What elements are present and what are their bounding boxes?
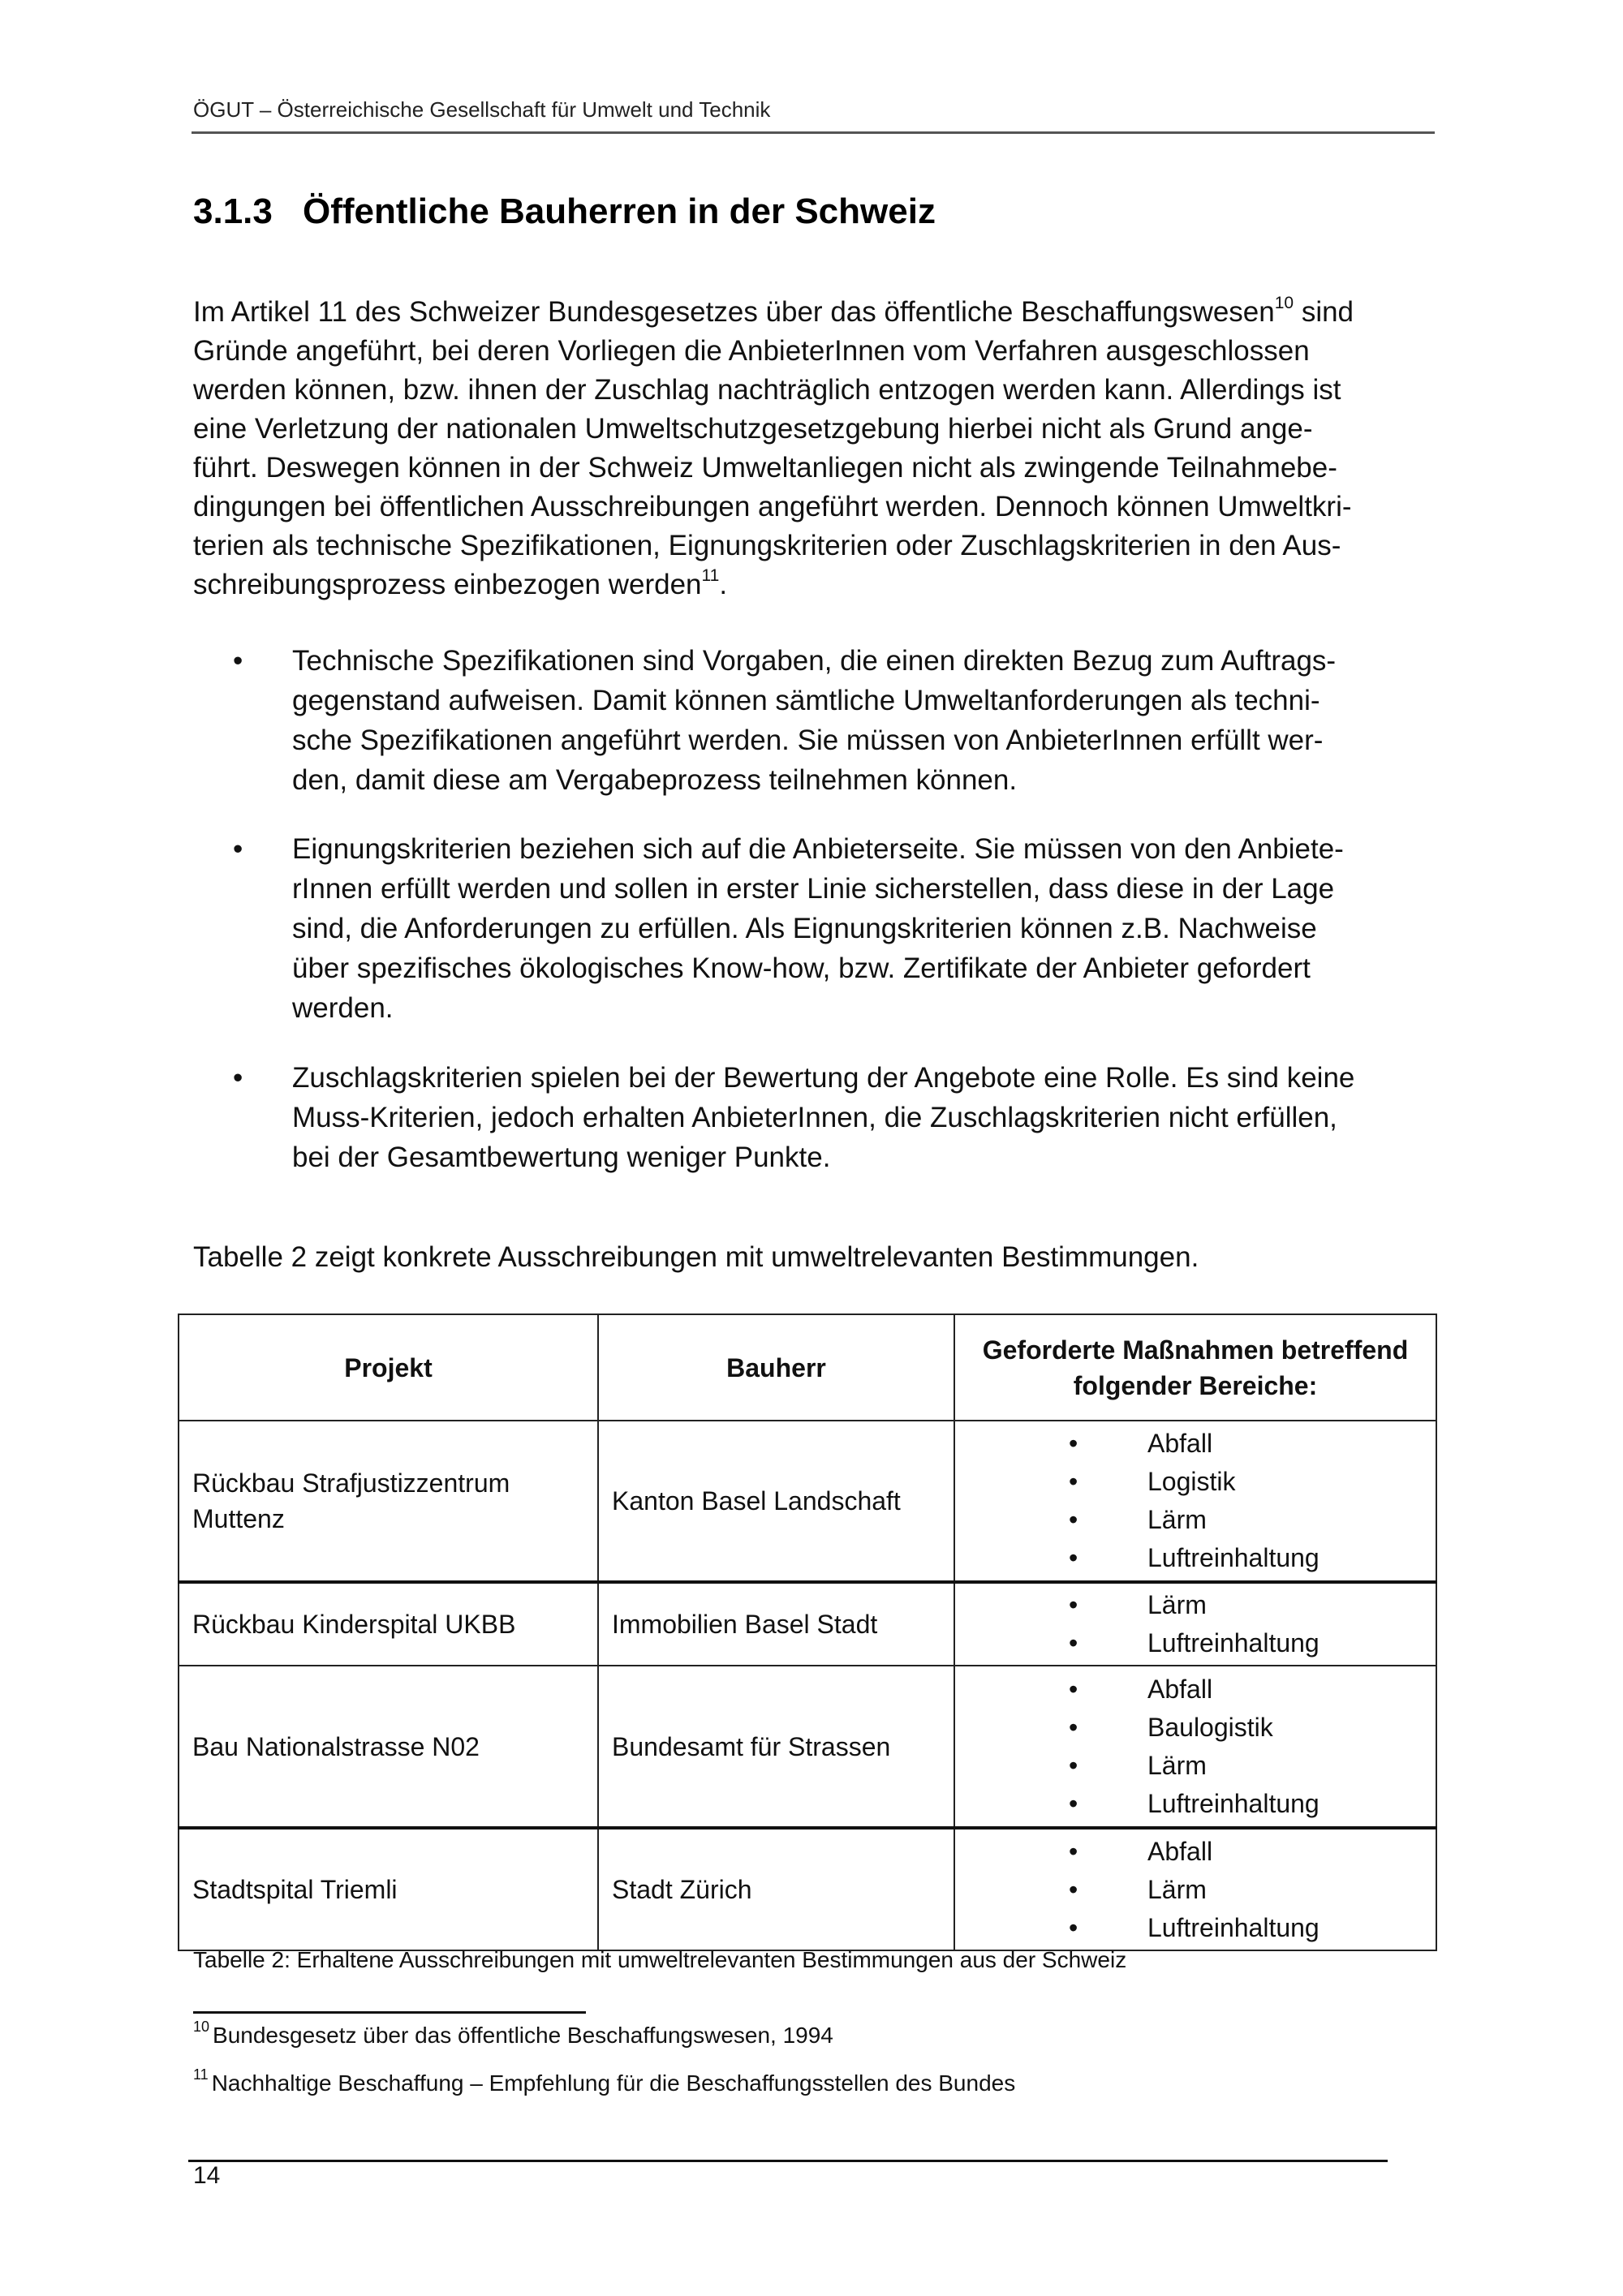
bullet-icon: • xyxy=(233,645,243,677)
footnote-number: 11 xyxy=(193,2066,209,2083)
paragraph-line: schreibungsprozess einbezogen werden$^{11}$. xyxy=(193,566,728,600)
list-item: • Luftreinhaltung xyxy=(955,1539,1436,1577)
paragraph-line: Im Artikel 11 des Schweizer Bundesgesetzes über das öffentliche Beschaffungswesen$^{10}$ sind xyxy=(193,294,1354,328)
cell-bauherr: Bundesamt für Strassen xyxy=(598,1666,954,1828)
bullet-icon: • xyxy=(1069,1874,1078,1904)
cell-massnahmen xyxy=(954,1828,1436,1950)
section-title: Öffentliche Bauherren in der Schweiz xyxy=(303,191,936,231)
bullet-item-zuschlagskriterien: • Zuschlagskriterien spielen bei der Bewertung der Angebote eine Rolle. Es sind keine Muss-Kriterien, jedoch erhalten AnbieterInnen, die Zuschlagskriterien nicht erfüllen, bei der Gesamtbewertung weniger Punkte. xyxy=(233,1058,1450,1177)
list-item: • Lärm xyxy=(955,1501,1436,1539)
list-item: • Lärm xyxy=(955,1586,1436,1624)
list-item: • Abfall xyxy=(955,1425,1436,1463)
bullet-item-eignungskriterien: • Eignungskriterien beziehen sich auf die Anbieterseite. Sie müssen von den Anbiete- rInnen erfüllt werden und sollen in erster Linie sicherstellen, dass diese in der Lage sind, die Anforderungen zu erfüllen. Als Eignungskriterien können z.B. Nachweise über spezifisches ökologisches Know-how, bzw. Zertifikate der Anbieter gefordert werden. xyxy=(233,829,1450,1028)
cell-massnahmen xyxy=(954,1582,1436,1666)
cell-projekt: Stadtspital Triemli xyxy=(179,1828,598,1950)
footnote-10: $^{10}$ Bundesgesetz über das öffentliche Beschaffungswesen, 1994 xyxy=(193,2019,833,2048)
measures-list xyxy=(955,1670,1436,1823)
table-row xyxy=(179,1582,1436,1666)
list-item: • Luftreinhaltung xyxy=(955,1909,1436,1947)
section-number: 3.1.3 xyxy=(193,191,273,231)
bullet-icon: • xyxy=(233,1062,243,1094)
footnote-number: 10 xyxy=(193,2019,210,2036)
cell-massnahmen xyxy=(954,1666,1436,1828)
list-item: • Lärm xyxy=(955,1747,1436,1785)
page-number: 14 xyxy=(193,2162,221,2189)
table-row xyxy=(179,1666,1436,1828)
list-item: • Luftreinhaltung xyxy=(955,1624,1436,1662)
cell-bauherr: Immobilien Basel Stadt xyxy=(598,1582,954,1666)
column-header-projekt: Projekt xyxy=(179,1314,598,1421)
footnote-ref[interactable]: 11 xyxy=(701,566,720,586)
header-rule xyxy=(192,131,1435,134)
cell-bauherr: Kanton Basel Landschaft xyxy=(598,1421,954,1582)
footnote-11: $^{11}$ Nachhaltige Beschaffung – Empfehlung für die Beschaffungsstellen des Bundes xyxy=(193,2066,1016,2096)
paragraph-line: führt. Deswegen können in der Schweiz Umweltanliegen nicht als zwingende Teilnahmebe- xyxy=(193,452,1337,484)
bullet-icon: • xyxy=(1069,1543,1078,1572)
list-item: • Baulogistik xyxy=(955,1709,1436,1747)
list-item: • Abfall xyxy=(955,1670,1436,1709)
bullet-icon: • xyxy=(1069,1505,1078,1534)
bullet-icon: • xyxy=(1069,1628,1078,1658)
table-intro-text: Tabelle 2 zeigt konkrete Ausschreibungen mit umweltrelevanten Bestimmungen. xyxy=(193,1241,1199,1273)
cell-massnahmen xyxy=(954,1421,1436,1582)
table-header-row xyxy=(179,1314,1436,1421)
measures-list xyxy=(955,1425,1436,1577)
bullet-icon: • xyxy=(1069,1712,1078,1742)
list-item: • Lärm xyxy=(955,1871,1436,1909)
paragraph-line: Gründe angeführt, bei deren Vorliegen die AnbieterInnen vom Verfahren ausgeschlossen xyxy=(193,335,1310,367)
cell-projekt: Rückbau Kinderspital UKBB xyxy=(179,1582,598,1666)
table-row xyxy=(179,1828,1436,1950)
section-heading xyxy=(193,191,936,232)
table-caption: Tabelle 2: Erhaltene Ausschreibungen mit umweltrelevanten Bestimmungen aus der Schweiz xyxy=(193,1947,1127,1972)
list-item: • Abfall xyxy=(955,1833,1436,1871)
list-item: • Luftreinhaltung xyxy=(955,1785,1436,1823)
bullet-icon: • xyxy=(1069,1674,1078,1704)
paragraph-line: terien als technische Spezifikationen, Eignungskriterien oder Zuschlagskriterien in den Aus- xyxy=(193,530,1341,561)
bullet-icon: • xyxy=(1069,1912,1078,1942)
paragraph-line: eine Verletzung der nationalen Umweltschutzgesetzgebung hierbei nicht als Grund ange- xyxy=(193,413,1313,445)
cell-projekt: Rückbau Strafjustizzentrum Muttenz xyxy=(179,1421,598,1582)
bullet-item-technische-spezifikationen: • Technische Spezifikationen sind Vorgaben, die einen direkten Bezug zum Auftrags- gegenstand aufweisen. Damit können sämtliche Umweltanforderungen als techni- sche Spezifikationen angeführt werden. Sie müssen von AnbieterInnen erfüllt wer- den, damit diese am Vergabeprozess teilnehmen können. xyxy=(233,641,1450,800)
column-header-massnahmen: Geforderte Maßnahmen betreffend folgender Bereiche: xyxy=(954,1314,1436,1421)
intro-paragraph xyxy=(193,293,1439,604)
bullet-icon: • xyxy=(1069,1750,1078,1780)
running-header: ÖGUT – Österreichische Gesellschaft für Umwelt und Technik xyxy=(193,97,771,122)
paragraph-line: dingungen bei öffentlichen Ausschreibungen angeführt werden. Dennoch können Umweltkri- xyxy=(193,491,1352,522)
bullet-icon: • xyxy=(1069,1467,1078,1496)
bullet-icon: • xyxy=(233,833,243,865)
projects-table xyxy=(178,1314,1437,1951)
bullet-icon: • xyxy=(1069,1836,1078,1866)
measures-list xyxy=(955,1586,1436,1662)
footer-rule xyxy=(188,2160,1388,2162)
measures-list xyxy=(955,1833,1436,1947)
bullet-icon: • xyxy=(1069,1429,1078,1458)
footnote-ref[interactable]: 10 xyxy=(1274,294,1294,313)
cell-projekt: Bau Nationalstrasse N02 xyxy=(179,1666,598,1828)
bullet-icon: • xyxy=(1069,1590,1078,1619)
list-item: • Logistik xyxy=(955,1463,1436,1501)
paragraph-line: werden können, bzw. ihnen der Zuschlag nachträglich entzogen werden kann. Allerdings ist xyxy=(193,374,1341,406)
table-row xyxy=(179,1421,1436,1582)
column-header-bauherr: Bauherr xyxy=(598,1314,954,1421)
footnote-separator xyxy=(193,2011,586,2014)
cell-bauherr: Stadt Zürich xyxy=(598,1828,954,1950)
bullet-icon: • xyxy=(1069,1788,1078,1818)
